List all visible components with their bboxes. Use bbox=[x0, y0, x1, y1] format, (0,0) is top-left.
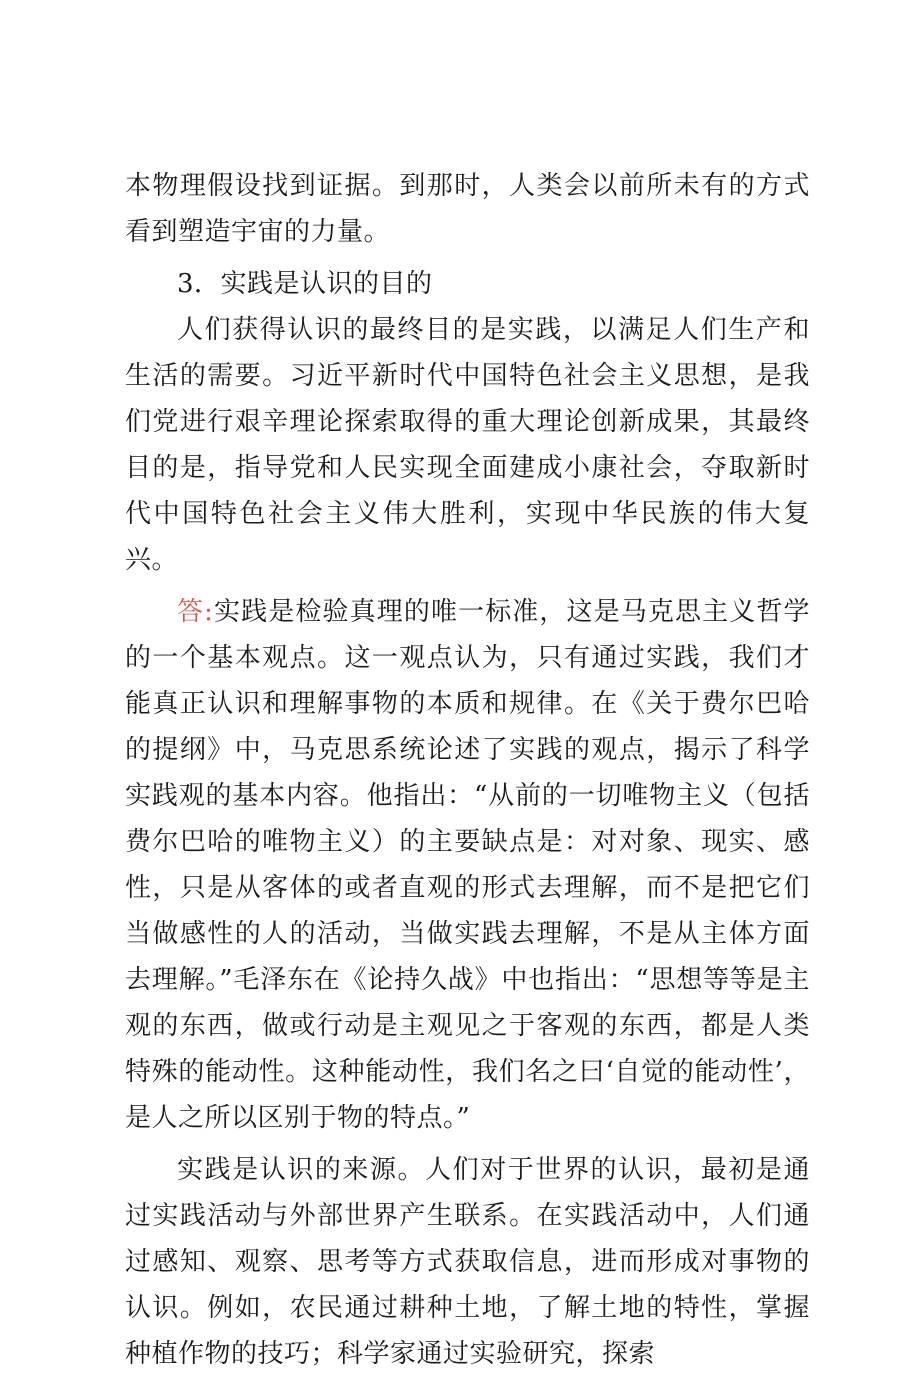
section-heading bbox=[125, 261, 810, 307]
paragraph-text: 本物理假设找到证据。到那时，人类会以前所未有的方式看到塑造宇宙的力量。 bbox=[125, 171, 810, 247]
paragraph-practice-purpose bbox=[125, 307, 810, 583]
section-heading-text: 3．实践是认识的目的 bbox=[177, 269, 433, 299]
paragraph-text: 实践是检验真理的唯一标准，这是马克思主义哲学的一个基本观点。这一观点认为，只有通过实践，我们才能真正认识和理解事物的本质和规律。在《关于费尔巴哈的提纲》中，马克思系统论述了实践的观点，揭示了科学实践观的基本内容。他指出：“从前的一切唯物主义（包括费尔巴哈的唯物主义）的主要缺点是：对对象、现实、感性，只是从客体的或者直观的形式去理解，而不是把它们当做感性的人的活动，当做实践去理解，不是从主体方面去理解。”毛泽东在《论持久战》中也指出：“思想等等是主观的东西，做或行动是主观见之于客观的东西，都是人类特殊的能动性。这种能动性，我们名之曰‘自觉的能动性’，是人之所以区别于物的特点。” bbox=[125, 597, 810, 1133]
paragraph-answer bbox=[125, 589, 810, 1141]
paragraph-practice-source bbox=[125, 1147, 810, 1377]
paragraph-text: 人们获得认识的最终目的是实践，以满足人们生产和生活的需要。习近平新时代中国特色社会主义思想，是我们党进行艰辛理论探索取得的重大理论创新成果，其最终目的是，指导党和人民实现全面建成小康社会，夺取新时代中国特色社会主义伟大胜利，实现中华民族的伟大复兴。 bbox=[125, 315, 810, 575]
paragraph-continuation bbox=[125, 163, 810, 255]
paragraph-text: 实践是认识的来源。人们对于世界的认识，最初是通过实践活动与外部世界产生联系。在实践活动中，人们通过感知、观察、思考等方式获取信息，进而形成对事物的认识。例如，农民通过耕种土地，了解土地的特性，掌握种植作物的技巧；科学家通过实验研究，探索 bbox=[125, 1155, 810, 1369]
document-body bbox=[125, 163, 810, 1377]
answer-label: 答: bbox=[177, 597, 214, 627]
